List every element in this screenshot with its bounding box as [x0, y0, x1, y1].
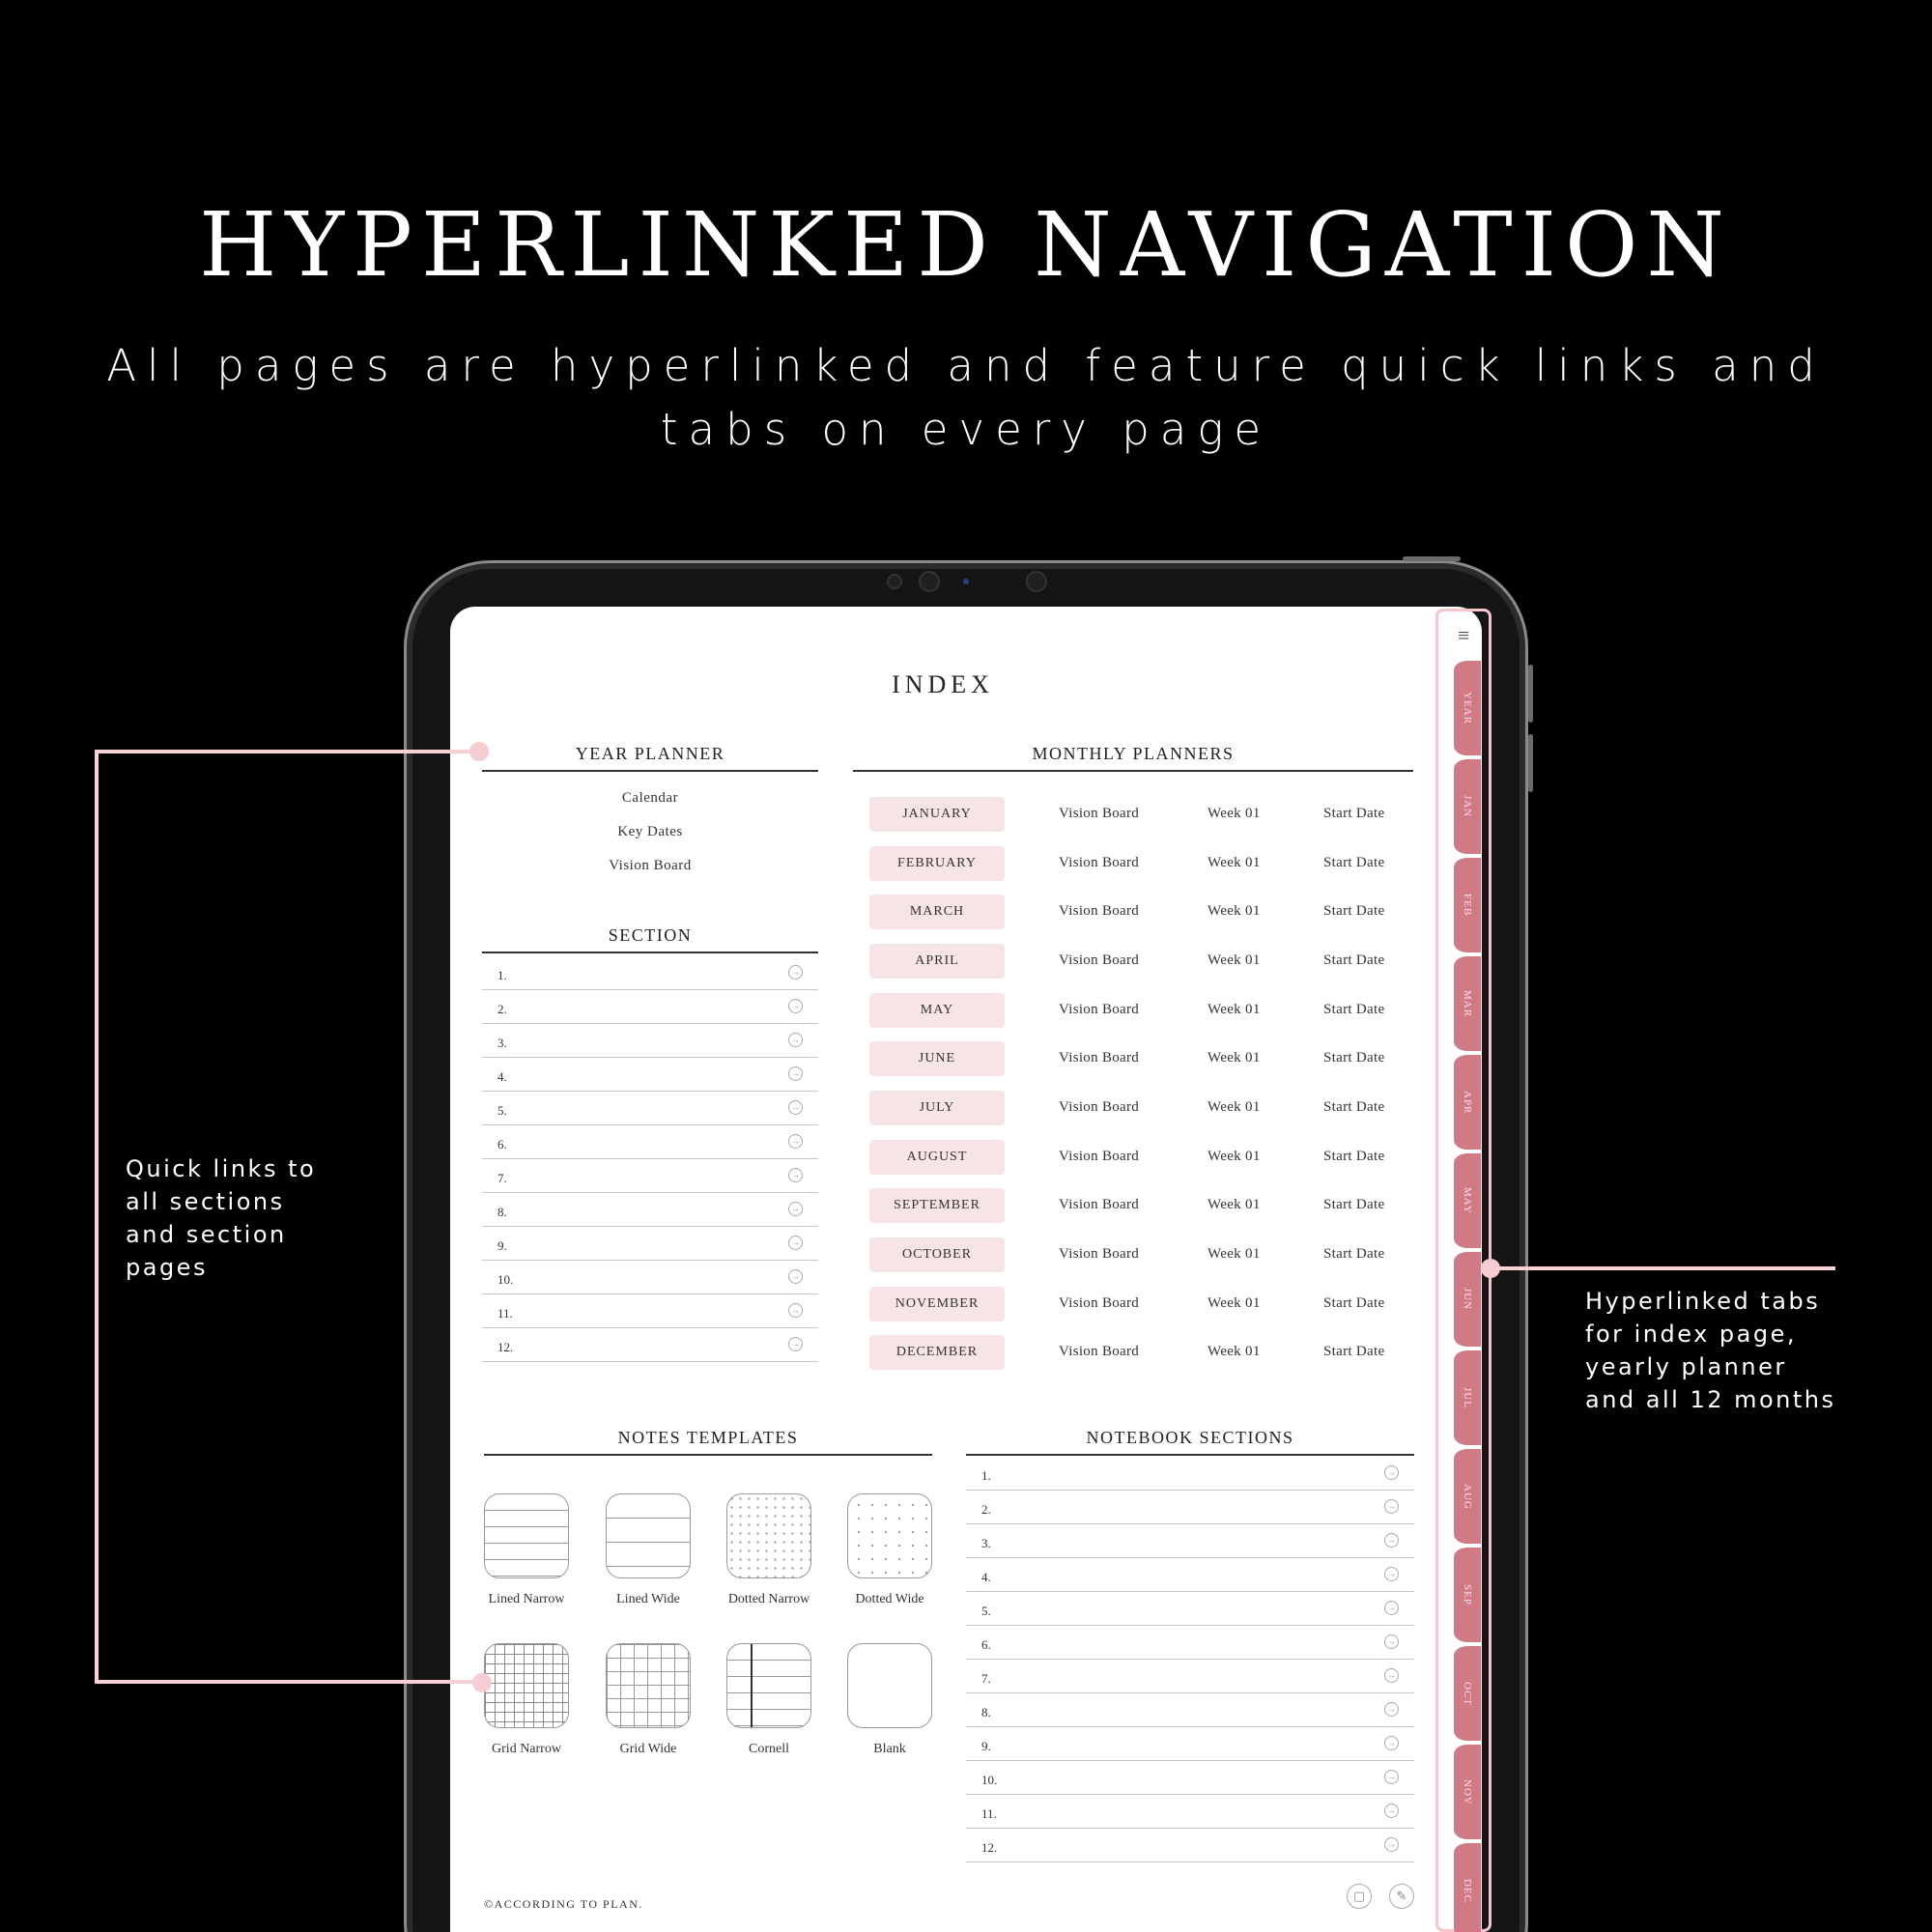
arrow-right-icon[interactable]: →	[1384, 1465, 1399, 1480]
month-start-date-link[interactable]: Start Date	[1323, 1149, 1385, 1164]
notebook-row-number: 2.	[981, 1502, 991, 1517]
section-row[interactable]	[482, 1328, 818, 1362]
tab-jan[interactable]: JAN	[1454, 759, 1481, 854]
right-callout-line: and all 12 months	[1585, 1386, 1836, 1413]
notebook-row[interactable]	[966, 1558, 1414, 1592]
tab-feb[interactable]: FEB	[1454, 858, 1481, 952]
month-week-link[interactable]: Week 01	[1208, 1002, 1261, 1017]
section-row-number: 3.	[497, 1036, 507, 1050]
section-row[interactable]	[482, 1261, 818, 1294]
section-row-number: 12.	[497, 1340, 514, 1354]
section-row-number: 2.	[497, 1002, 507, 1016]
callout-dot-bottom	[472, 1673, 492, 1692]
arrow-right-icon[interactable]: →	[788, 1168, 803, 1182]
tab-dec[interactable]: DEC	[1454, 1843, 1481, 1932]
tab-year[interactable]: YEAR	[1454, 661, 1481, 755]
template-label[interactable]: Cornell	[749, 1742, 789, 1756]
month-row	[869, 1188, 1410, 1223]
notebook-row[interactable]	[966, 1761, 1414, 1795]
right-callout-line: for index page,	[1585, 1321, 1797, 1348]
right-callout-line: yearly planner	[1585, 1353, 1787, 1380]
notebook-row[interactable]	[966, 1524, 1414, 1558]
section-heading: SECTION	[482, 925, 818, 953]
month-start-date-link[interactable]: Start Date	[1323, 855, 1385, 870]
notebook-row-number: 11.	[981, 1806, 997, 1821]
tablet-volume-up	[1528, 665, 1533, 723]
month-start-date-link[interactable]: Start Date	[1323, 952, 1385, 968]
section-row-number: 6.	[497, 1137, 507, 1151]
arrow-right-icon[interactable]: →	[788, 1337, 803, 1351]
template-label[interactable]: Grid Narrow	[492, 1742, 561, 1756]
month-vision-board-link[interactable]: Vision Board	[1059, 1295, 1140, 1311]
notebook-row[interactable]	[966, 1727, 1414, 1761]
tab-oct[interactable]: OCT	[1454, 1646, 1481, 1741]
section-row[interactable]	[482, 1125, 818, 1159]
hero-subtitle-line-1: All pages are hyperlinked and feature quick links and	[106, 340, 1826, 391]
month-button[interactable]: OCTOBER	[869, 1237, 1005, 1272]
template-lined-wide-thumb[interactable]	[606, 1493, 691, 1578]
template-label[interactable]: Dotted Wide	[855, 1592, 924, 1606]
section-row[interactable]	[482, 1193, 818, 1227]
month-button[interactable]: JULY	[869, 1091, 1005, 1125]
tab-may[interactable]: MAY	[1454, 1153, 1481, 1248]
month-week-link[interactable]: Week 01	[1208, 952, 1261, 968]
month-row	[869, 1140, 1410, 1175]
month-row	[869, 944, 1410, 979]
section-row-number: 10.	[497, 1272, 514, 1287]
arrow-right-icon[interactable]: →	[788, 999, 803, 1013]
callout-dot-top	[469, 742, 489, 761]
arrow-right-icon[interactable]: →	[1384, 1533, 1399, 1548]
month-week-link[interactable]: Week 01	[1208, 1149, 1261, 1164]
arrow-right-icon[interactable]: →	[1384, 1702, 1399, 1717]
section-row-number: 11.	[497, 1306, 513, 1321]
month-vision-board-link[interactable]: Vision Board	[1059, 855, 1140, 870]
arrow-right-icon[interactable]: →	[1384, 1601, 1399, 1615]
year-planner-link-key-dates[interactable]: Key Dates	[617, 824, 683, 839]
arrow-right-icon[interactable]: →	[788, 1303, 803, 1318]
month-vision-board-link[interactable]: Vision Board	[1059, 952, 1140, 968]
tablet-top-button	[1403, 556, 1461, 561]
month-row	[869, 1287, 1410, 1321]
page-title: INDEX	[892, 670, 994, 698]
section-row[interactable]	[482, 956, 818, 990]
notebook-row[interactable]	[966, 1457, 1414, 1491]
arrow-right-icon[interactable]: →	[788, 965, 803, 980]
section-row-number: 9.	[497, 1238, 507, 1253]
arrow-right-icon[interactable]: →	[788, 1269, 803, 1284]
arrow-right-icon[interactable]: →	[788, 1134, 803, 1149]
year-planner-link-calendar[interactable]: Calendar	[621, 790, 679, 806]
month-vision-board-link[interactable]: Vision Board	[1059, 1344, 1140, 1359]
month-button[interactable]: APRIL	[869, 944, 1005, 979]
template-dotted-wide-thumb[interactable]	[847, 1493, 932, 1578]
section-row-number: 1.	[497, 968, 507, 982]
month-row	[869, 846, 1410, 881]
template-grid-narrow-thumb[interactable]	[484, 1643, 569, 1728]
month-button[interactable]: MARCH	[869, 895, 1005, 929]
left-callout-text	[126, 1152, 316, 1284]
section-row-number: 4.	[497, 1069, 507, 1084]
template-dotted-narrow-thumb[interactable]	[726, 1493, 811, 1578]
notebook-row-number: 4.	[981, 1570, 991, 1584]
section-row[interactable]	[482, 1092, 818, 1125]
month-week-link[interactable]: Week 01	[1208, 1197, 1261, 1212]
template-grid-wide-thumb[interactable]	[606, 1643, 691, 1728]
tab-aug[interactable]: AUG	[1454, 1449, 1481, 1544]
month-row	[869, 1091, 1410, 1125]
month-week-link[interactable]: Week 01	[1208, 1099, 1261, 1115]
arrow-right-icon[interactable]: →	[1384, 1804, 1399, 1818]
arrow-right-icon[interactable]: →	[1384, 1837, 1399, 1852]
camera-lens-2-icon	[1026, 571, 1047, 592]
template-blank-thumb[interactable]	[847, 1643, 932, 1728]
month-vision-board-link[interactable]: Vision Board	[1059, 1099, 1140, 1115]
tab-nov[interactable]: NOV	[1454, 1745, 1481, 1839]
month-start-date-link[interactable]: Start Date	[1323, 1295, 1385, 1311]
template-label[interactable]: Blank	[873, 1742, 906, 1756]
section-row[interactable]	[482, 990, 818, 1024]
month-week-link[interactable]: Week 01	[1208, 1050, 1261, 1065]
notebook-row-number: 5.	[981, 1604, 991, 1618]
section-row[interactable]	[482, 1058, 818, 1092]
section-row[interactable]	[482, 1024, 818, 1058]
month-button[interactable]: MAY	[869, 993, 1005, 1028]
notebook-row[interactable]	[966, 1660, 1414, 1693]
tab-sep[interactable]: SEP	[1454, 1548, 1481, 1642]
month-vision-board-link[interactable]: Vision Board	[1059, 1002, 1140, 1017]
month-start-date-link[interactable]: Start Date	[1323, 1099, 1385, 1115]
notebook-row-number: 6.	[981, 1637, 991, 1652]
right-callout-line	[1492, 1266, 1835, 1270]
hero-title: HYPERLINKED NAVIGATION	[199, 193, 1733, 297]
month-row	[869, 1237, 1410, 1272]
month-week-link[interactable]: Week 01	[1208, 806, 1261, 821]
month-button[interactable]: FEBRUARY	[869, 846, 1005, 881]
month-start-date-link[interactable]: Start Date	[1323, 1002, 1385, 1017]
template-cornell-thumb[interactable]	[726, 1643, 811, 1728]
arrow-right-icon[interactable]: →	[788, 1033, 803, 1047]
section-row[interactable]	[482, 1159, 818, 1193]
tab-jul[interactable]: JUL	[1454, 1350, 1481, 1445]
month-button[interactable]: DECEMBER	[869, 1335, 1005, 1370]
month-row	[869, 797, 1410, 832]
notebook-row-number: 7.	[981, 1671, 991, 1686]
month-row	[869, 895, 1410, 929]
right-callout-text	[1585, 1285, 1836, 1416]
month-button[interactable]: SEPTEMBER	[869, 1188, 1005, 1223]
month-week-link[interactable]: Week 01	[1208, 1246, 1261, 1262]
arrow-right-icon[interactable]: →	[1384, 1634, 1399, 1649]
notebook-row-number: 3.	[981, 1536, 991, 1550]
camera-indicator-icon	[963, 579, 969, 584]
month-week-link[interactable]: Week 01	[1208, 855, 1261, 870]
notebook-row[interactable]	[966, 1626, 1414, 1660]
arrow-right-icon[interactable]: →	[788, 1100, 803, 1115]
year-planner-heading[interactable]: YEAR PLANNER	[482, 744, 818, 772]
monthly-planners-heading: MONTHLY PLANNERS	[853, 744, 1413, 772]
month-row	[869, 1041, 1410, 1076]
notebook-row-number: 8.	[981, 1705, 991, 1719]
month-week-link[interactable]: Week 01	[1208, 903, 1261, 919]
arrow-right-icon[interactable]: →	[1384, 1668, 1399, 1683]
arrow-right-icon[interactable]: →	[788, 1236, 803, 1250]
month-row	[869, 1335, 1410, 1370]
month-vision-board-link[interactable]: Vision Board	[1059, 1050, 1140, 1065]
arrow-right-icon[interactable]: →	[788, 1202, 803, 1216]
month-start-date-link[interactable]: Start Date	[1323, 806, 1385, 821]
section-row[interactable]	[482, 1227, 818, 1261]
notebook-row[interactable]	[966, 1592, 1414, 1626]
month-week-link[interactable]: Week 01	[1208, 1344, 1261, 1359]
template-label[interactable]: Lined Wide	[616, 1592, 680, 1606]
notebook-row-number: 1.	[981, 1468, 991, 1483]
template-label[interactable]: Lined Narrow	[488, 1592, 565, 1606]
month-start-date-link[interactable]: Start Date	[1323, 1050, 1385, 1065]
month-vision-board-link[interactable]: Vision Board	[1059, 1197, 1140, 1212]
left-callout-line: Quick links to	[126, 1155, 317, 1182]
arrow-right-icon[interactable]: →	[1384, 1736, 1399, 1750]
planner-screen	[450, 607, 1482, 1932]
month-start-date-link[interactable]: Start Date	[1323, 1344, 1385, 1359]
template-label[interactable]: Dotted Narrow	[727, 1592, 810, 1606]
hero-subtitle-line-2: tabs on every page	[660, 404, 1272, 455]
left-callout-line: all sections	[126, 1188, 285, 1215]
notebook-icon[interactable]: ▢	[1347, 1884, 1372, 1909]
section-row-number: 5.	[497, 1103, 507, 1118]
month-week-link[interactable]: Week 01	[1208, 1295, 1261, 1311]
notebook-row[interactable]	[966, 1795, 1414, 1829]
notebook-row-number: 9.	[981, 1739, 991, 1753]
notebook-row[interactable]	[966, 1829, 1414, 1862]
section-row[interactable]	[482, 1294, 818, 1328]
section-row-number: 7.	[497, 1171, 507, 1185]
arrow-right-icon[interactable]: →	[788, 1066, 803, 1081]
section-row-number: 8.	[497, 1205, 507, 1219]
notebook-row-number: 10.	[981, 1773, 998, 1787]
footer-brand: ©ACCORDING TO PLAN.	[484, 1897, 643, 1911]
template-lined-narrow-thumb[interactable]	[484, 1493, 569, 1578]
month-button[interactable]: JANUARY	[869, 797, 1005, 832]
month-vision-board-link[interactable]: Vision Board	[1059, 903, 1140, 919]
arrow-right-icon[interactable]: →	[1384, 1499, 1399, 1514]
pencil-icon[interactable]: ✎	[1389, 1884, 1414, 1909]
left-callout-line: pages	[126, 1254, 208, 1281]
left-callout-line: and section	[126, 1221, 287, 1248]
month-button[interactable]: NOVEMBER	[869, 1287, 1005, 1321]
arrow-right-icon[interactable]: →	[1384, 1567, 1399, 1581]
month-vision-board-link[interactable]: Vision Board	[1059, 1246, 1140, 1262]
month-start-date-link[interactable]: Start Date	[1323, 1246, 1385, 1262]
arrow-right-icon[interactable]: →	[1384, 1770, 1399, 1784]
notebook-row-number: 12.	[981, 1840, 998, 1855]
tab-mar[interactable]: MAR	[1454, 956, 1481, 1051]
month-row	[869, 993, 1410, 1028]
notebook-row[interactable]	[966, 1693, 1414, 1727]
menu-icon[interactable]: ≡	[1458, 623, 1470, 647]
camera-sensor-icon	[887, 574, 902, 589]
right-callout-line: Hyperlinked tabs	[1585, 1288, 1821, 1315]
month-start-date-link[interactable]: Start Date	[1323, 1197, 1385, 1212]
notebook-row[interactable]	[966, 1491, 1414, 1524]
month-vision-board-link[interactable]: Vision Board	[1059, 806, 1140, 821]
notebook-sections-heading: NOTEBOOK SECTIONS	[966, 1428, 1414, 1456]
tablet-volume-down	[1528, 734, 1533, 792]
callout-dot-right	[1481, 1259, 1500, 1278]
year-planner-link-vision-board[interactable]: Vision Board	[609, 858, 692, 873]
tab-apr[interactable]: APR	[1454, 1055, 1481, 1150]
month-start-date-link[interactable]: Start Date	[1323, 903, 1385, 919]
camera-lens-icon	[919, 571, 940, 592]
month-button[interactable]: AUGUST	[869, 1140, 1005, 1175]
month-vision-board-link[interactable]: Vision Board	[1059, 1149, 1140, 1164]
template-label[interactable]: Grid Wide	[619, 1742, 677, 1756]
tab-jun[interactable]: JUN	[1454, 1252, 1481, 1347]
notes-templates-heading: NOTES TEMPLATES	[484, 1428, 932, 1456]
month-button[interactable]: JUNE	[869, 1041, 1005, 1076]
